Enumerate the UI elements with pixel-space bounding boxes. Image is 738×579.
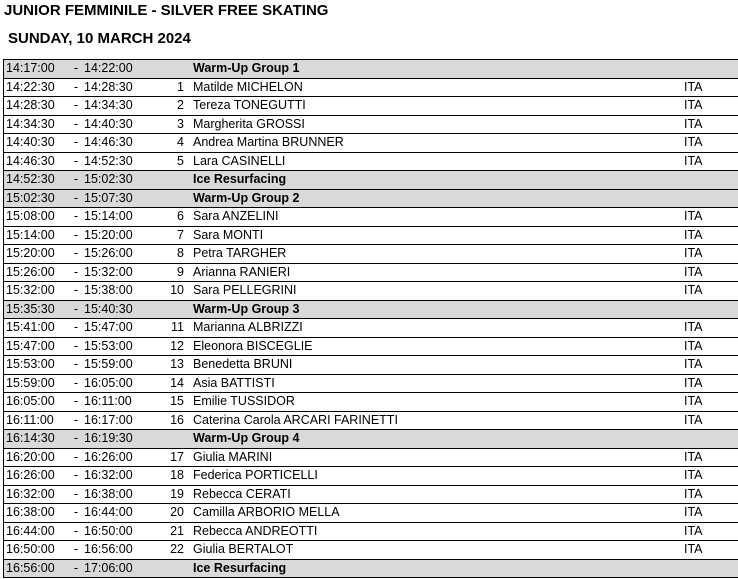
end-time: 15:20:00 (84, 226, 156, 245)
start-time: 16:11:00 (4, 411, 69, 430)
nation-code: ITA (684, 541, 738, 560)
nation-code: ITA (684, 152, 738, 171)
start-time: 15:47:00 (4, 337, 69, 356)
segment-label: Warm-Up Group 2 (193, 189, 684, 208)
time-separator: - (68, 559, 84, 578)
start-number: 3 (156, 115, 184, 134)
schedule-row-break (4, 300, 738, 319)
event-date: SUNDAY, 10 MARCH 2024 (8, 30, 191, 47)
skater-name: Margherita GROSSI (193, 115, 684, 134)
skater-name: Emilie TUSSIDOR (193, 393, 684, 412)
spacer (184, 282, 193, 301)
start-time: 16:20:00 (4, 448, 69, 467)
start-time: 14:34:30 (4, 115, 69, 134)
end-time: 14:52:30 (84, 152, 156, 171)
end-time: 16:50:00 (84, 522, 156, 541)
spacer (184, 559, 193, 578)
start-time: 15:32:00 (4, 282, 69, 301)
start-number: 8 (156, 245, 184, 264)
segment-label: Warm-Up Group 1 (193, 60, 684, 79)
schedule-row-break (4, 60, 738, 79)
time-separator: - (68, 115, 84, 134)
time-separator: - (68, 448, 84, 467)
nation-code (684, 300, 738, 319)
start-time: 15:53:00 (4, 356, 69, 375)
schedule-row-skater (4, 467, 738, 486)
spacer (184, 152, 193, 171)
end-time: 14:28:30 (84, 78, 156, 97)
time-separator: - (68, 152, 84, 171)
skater-name: Eleonora BISCEGLIE (193, 337, 684, 356)
start-time: 14:28:30 (4, 97, 69, 116)
time-separator: - (68, 97, 84, 116)
start-time: 16:44:00 (4, 522, 69, 541)
time-separator: - (68, 522, 84, 541)
start-number: 17 (156, 448, 184, 467)
start-number: 15 (156, 393, 184, 412)
nation-code (684, 430, 738, 449)
spacer (184, 226, 193, 245)
start-number: 11 (156, 319, 184, 338)
spacer (184, 134, 193, 153)
skater-name: Rebecca ANDREOTTI (193, 522, 684, 541)
nation-code: ITA (684, 319, 738, 338)
time-separator: - (68, 319, 84, 338)
schedule-row-skater (4, 152, 738, 171)
spacer (184, 263, 193, 282)
start-number: 7 (156, 226, 184, 245)
start-time: 14:22:30 (4, 78, 69, 97)
end-time: 15:32:00 (84, 263, 156, 282)
spacer (184, 374, 193, 393)
skater-name: Camilla ARBORIO MELLA (193, 504, 684, 523)
start-number: 16 (156, 411, 184, 430)
nation-code: ITA (684, 356, 738, 375)
schedule-row-break (4, 559, 738, 578)
spacer (184, 337, 193, 356)
start-number: 2 (156, 97, 184, 116)
schedule-row-skater (4, 356, 738, 375)
schedule-row-skater (4, 319, 738, 338)
skater-name: Arianna RANIERI (193, 263, 684, 282)
schedule-row-skater (4, 263, 738, 282)
skater-name: Marianna ALBRIZZI (193, 319, 684, 338)
spacer (184, 541, 193, 560)
time-separator: - (68, 245, 84, 264)
nation-code: ITA (684, 374, 738, 393)
nation-code: ITA (684, 467, 738, 486)
skater-name: Giulia BERTALOT (193, 541, 684, 560)
start-time: 15:41:00 (4, 319, 69, 338)
end-time: 15:40:30 (84, 300, 156, 319)
time-separator: - (68, 208, 84, 227)
nation-code: ITA (684, 522, 738, 541)
start-number: 6 (156, 208, 184, 227)
schedule-row-skater (4, 337, 738, 356)
page-title: JUNIOR FEMMINILE - SILVER FREE SKATING (4, 2, 329, 19)
schedule-row-skater (4, 411, 738, 430)
segment-label: Ice Resurfacing (193, 171, 684, 190)
time-separator: - (68, 189, 84, 208)
spacer (184, 393, 193, 412)
start-number: 1 (156, 78, 184, 97)
end-time: 15:53:00 (84, 337, 156, 356)
nation-code: ITA (684, 504, 738, 523)
skater-name: Petra TARGHER (193, 245, 684, 264)
end-time: 16:19:30 (84, 430, 156, 449)
start-number: 13 (156, 356, 184, 375)
nation-code: ITA (684, 115, 738, 134)
schedule-body (4, 60, 738, 578)
start-number (156, 189, 184, 208)
end-time: 15:02:30 (84, 171, 156, 190)
start-time: 14:17:00 (4, 60, 69, 79)
nation-code (684, 171, 738, 190)
end-time: 16:17:00 (84, 411, 156, 430)
start-number: 14 (156, 374, 184, 393)
time-separator: - (68, 263, 84, 282)
end-time: 15:14:00 (84, 208, 156, 227)
start-time: 15:08:00 (4, 208, 69, 227)
schedule-row-break (4, 430, 738, 449)
end-time: 16:44:00 (84, 504, 156, 523)
skater-name: Tereza TONEGUTTI (193, 97, 684, 116)
end-time: 16:05:00 (84, 374, 156, 393)
time-separator: - (68, 411, 84, 430)
schedule-row-skater (4, 282, 738, 301)
start-time: 16:05:00 (4, 393, 69, 412)
schedule-row-skater (4, 78, 738, 97)
end-time: 15:07:30 (84, 189, 156, 208)
spacer (184, 356, 193, 375)
time-separator: - (68, 541, 84, 560)
time-separator: - (68, 226, 84, 245)
skater-name: Sara ANZELINI (193, 208, 684, 227)
start-time: 16:56:00 (4, 559, 69, 578)
schedule-row-break (4, 189, 738, 208)
end-time: 14:22:00 (84, 60, 156, 79)
start-number: 19 (156, 485, 184, 504)
nation-code: ITA (684, 134, 738, 153)
nation-code: ITA (684, 245, 738, 264)
nation-code: ITA (684, 263, 738, 282)
start-number: 10 (156, 282, 184, 301)
start-time: 16:14:30 (4, 430, 69, 449)
schedule-row-skater (4, 208, 738, 227)
end-time: 15:47:00 (84, 319, 156, 338)
spacer (184, 448, 193, 467)
end-time: 17:06:00 (84, 559, 156, 578)
start-number (156, 559, 184, 578)
time-separator: - (68, 504, 84, 523)
start-number: 18 (156, 467, 184, 486)
start-time: 16:26:00 (4, 467, 69, 486)
end-time: 15:59:00 (84, 356, 156, 375)
spacer (184, 189, 193, 208)
start-number (156, 300, 184, 319)
nation-code: ITA (684, 393, 738, 412)
start-number: 22 (156, 541, 184, 560)
nation-code: ITA (684, 226, 738, 245)
nation-code: ITA (684, 282, 738, 301)
time-separator: - (68, 393, 84, 412)
skater-name: Giulia MARINI (193, 448, 684, 467)
start-time: 15:59:00 (4, 374, 69, 393)
schedule-row-skater (4, 134, 738, 153)
time-separator: - (68, 430, 84, 449)
end-time: 16:26:00 (84, 448, 156, 467)
start-time: 16:32:00 (4, 485, 69, 504)
skater-name: Andrea Martina BRUNNER (193, 134, 684, 153)
spacer (184, 504, 193, 523)
skater-name: Benedetta BRUNI (193, 356, 684, 375)
skater-name: Rebecca CERATI (193, 485, 684, 504)
segment-label: Warm-Up Group 3 (193, 300, 684, 319)
start-time: 15:02:30 (4, 189, 69, 208)
schedule-row-skater (4, 541, 738, 560)
skater-name: Lara CASINELLI (193, 152, 684, 171)
end-time: 16:56:00 (84, 541, 156, 560)
time-separator: - (68, 300, 84, 319)
spacer (184, 430, 193, 449)
schedule-table (3, 59, 738, 578)
time-separator: - (68, 337, 84, 356)
start-number: 5 (156, 152, 184, 171)
end-time: 14:40:30 (84, 115, 156, 134)
time-separator: - (68, 171, 84, 190)
end-time: 14:34:30 (84, 97, 156, 116)
start-number: 20 (156, 504, 184, 523)
schedule-row-skater (4, 226, 738, 245)
spacer (184, 319, 193, 338)
time-separator: - (68, 78, 84, 97)
schedule-row-skater (4, 374, 738, 393)
start-time: 16:50:00 (4, 541, 69, 560)
end-time: 16:38:00 (84, 485, 156, 504)
schedule-row-skater (4, 245, 738, 264)
spacer (184, 300, 193, 319)
end-time: 16:32:00 (84, 467, 156, 486)
time-separator: - (68, 485, 84, 504)
start-number (156, 430, 184, 449)
nation-code: ITA (684, 411, 738, 430)
spacer (184, 245, 193, 264)
nation-code: ITA (684, 448, 738, 467)
start-number: 21 (156, 522, 184, 541)
start-time: 15:14:00 (4, 226, 69, 245)
nation-code (684, 189, 738, 208)
time-separator: - (68, 134, 84, 153)
time-separator: - (68, 282, 84, 301)
time-separator: - (68, 467, 84, 486)
spacer (184, 60, 193, 79)
start-number: 4 (156, 134, 184, 153)
schedule-row-skater (4, 448, 738, 467)
start-time: 16:38:00 (4, 504, 69, 523)
spacer (184, 97, 193, 116)
end-time: 15:26:00 (84, 245, 156, 264)
schedule-row-break (4, 171, 738, 190)
time-separator: - (68, 356, 84, 375)
spacer (184, 485, 193, 504)
start-number: 12 (156, 337, 184, 356)
skater-name: Sara PELLEGRINI (193, 282, 684, 301)
nation-code: ITA (684, 208, 738, 227)
nation-code: ITA (684, 78, 738, 97)
spacer (184, 522, 193, 541)
schedule-row-skater (4, 522, 738, 541)
end-time: 15:38:00 (84, 282, 156, 301)
nation-code (684, 559, 738, 578)
segment-label: Ice Resurfacing (193, 559, 684, 578)
nation-code: ITA (684, 337, 738, 356)
time-separator: - (68, 374, 84, 393)
skater-name: Sara MONTI (193, 226, 684, 245)
start-number (156, 60, 184, 79)
start-time: 15:35:30 (4, 300, 69, 319)
schedule-row-skater (4, 97, 738, 116)
schedule-row-skater (4, 485, 738, 504)
skater-name: Matilde MICHELON (193, 78, 684, 97)
time-separator: - (68, 60, 84, 79)
start-number: 9 (156, 263, 184, 282)
start-time: 15:20:00 (4, 245, 69, 264)
skater-name: Asia BATTISTI (193, 374, 684, 393)
spacer (184, 467, 193, 486)
nation-code: ITA (684, 485, 738, 504)
end-time: 16:11:00 (84, 393, 156, 412)
end-time: 14:46:30 (84, 134, 156, 153)
spacer (184, 208, 193, 227)
spacer (184, 411, 193, 430)
schedule-row-skater (4, 504, 738, 523)
skater-name: Caterina Carola ARCARI FARINETTI (193, 411, 684, 430)
start-time: 15:26:00 (4, 263, 69, 282)
spacer (184, 115, 193, 134)
segment-label: Warm-Up Group 4 (193, 430, 684, 449)
start-time: 14:40:30 (4, 134, 69, 153)
spacer (184, 171, 193, 190)
schedule-row-skater (4, 393, 738, 412)
start-number (156, 171, 184, 190)
spacer (184, 78, 193, 97)
start-time: 14:46:30 (4, 152, 69, 171)
nation-code (684, 60, 738, 79)
skater-name: Federica PORTICELLI (193, 467, 684, 486)
nation-code: ITA (684, 97, 738, 116)
start-time: 14:52:30 (4, 171, 69, 190)
schedule-row-skater (4, 115, 738, 134)
